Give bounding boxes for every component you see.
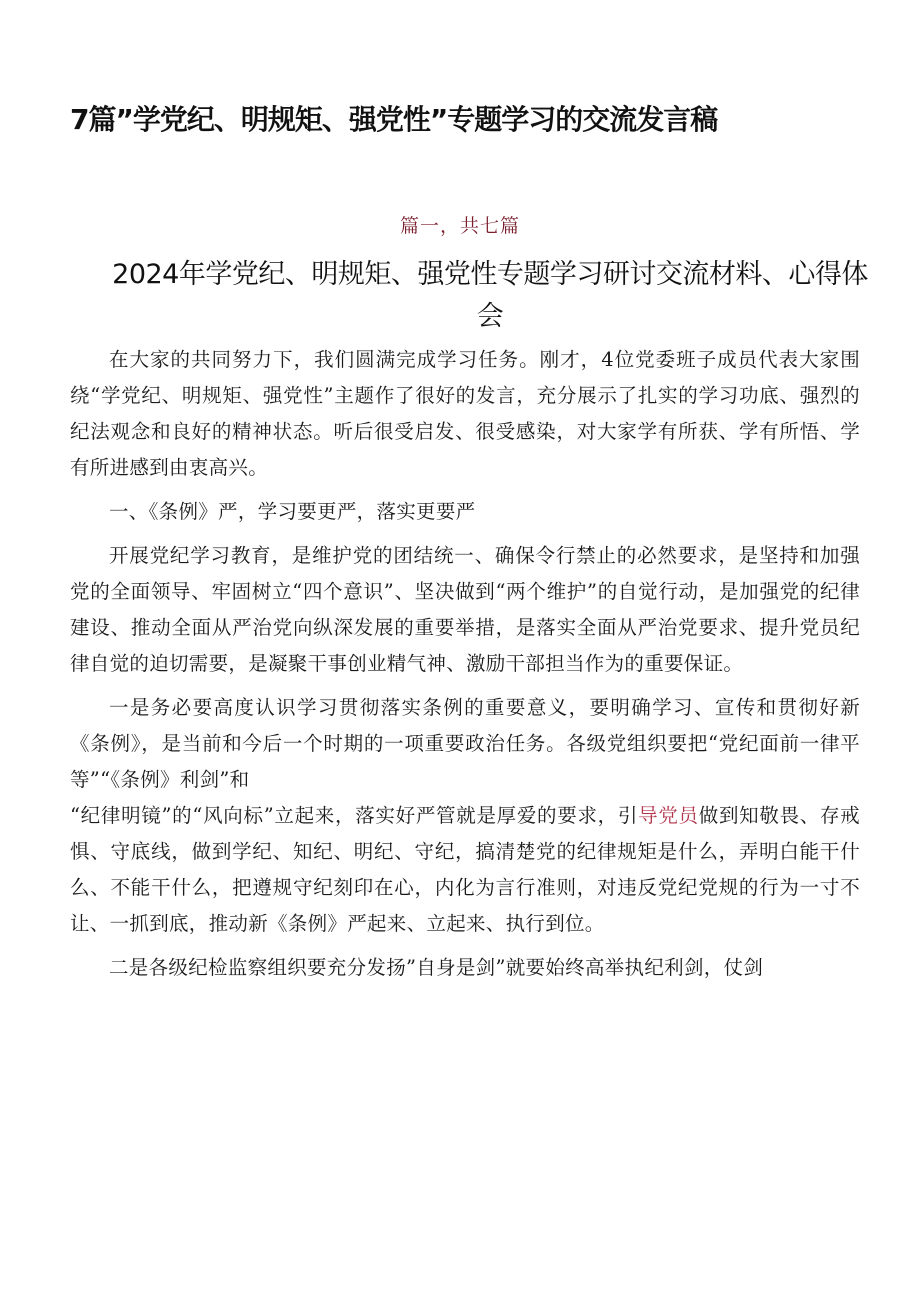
text-segment: 做到知敬畏、存戒惧、守底线，做到学纪、知纪、明纪、守纪，搞清楚党的纪律规矩是什么，弄明白能干什么、不能干什么，把遵规守纪刻印在心，内化为言行准则，对违反党纪党规的行为一寸不让、一抓到底，推动新《条例》严起来、立起来、执行到位。 [70, 804, 860, 935]
paragraph-intro: 在大家的共同努力下，我们圆满完成学习任务。刚才，4位党委班子成员代表大家围绕“学党纪、明规矩、强党性”主题作了很好的发言，充分展示了扎实的学习功底、强烈的纪法观念和良好的精神状态。听后很受启发、很受感染，对大家学有所获、学有所悟、学有所进感到由衷高兴。 [70, 348, 860, 479]
paragraph-point-1: 一是务必要高度认识学习贯彻落实条例的重要意义，要明确学习、宣传和贯彻好新《条例》，是当前和今后一个时期的一项重要政治任务。各级党组织要把“党纪面前一律平等”“《条例》利剑”和 [70, 696, 860, 791]
paragraph-significance: 开展党纪学习教育，是维护党的团结统一、确保令行禁止的必然要求，是坚持和加强党的全面领导、牢固树立“四个意识”、坚决做到“两个维护”的自觉行动，是加强党的纪律建设、推动全面从严治党向纵深发展的重要举措，是落实全面从严治党要求、提升党员纪律自觉的迫切需要，是凝聚干事创业精气神、激励干部担当作为的重要保证。 [70, 544, 860, 675]
paragraph-point-1-continued [70, 798, 860, 942]
text-segment: “纪律明镜”的“风向标”立起来，落实好严管就是厚爱的要求，引 [70, 804, 639, 827]
article-title: 2024年学党纪、明规矩、强党性专题学习研讨交流材料、心得体会 [112, 259, 868, 332]
article-body [70, 342, 860, 986]
paragraph-point-2: 二是各级纪检监察组织要充分发扬”自身是剑”就要始终高举执纪利剑，仗剑 [109, 956, 764, 979]
section-heading-1: 一、《条例》严，学习要更严，落实更要严 [109, 500, 476, 523]
part-label: 篇一，共七篇 [399, 215, 520, 237]
highlighted-text: 导党员 [638, 804, 699, 827]
document-title: 7篇”学党纪、明规矩、强党性”专题学习的交流发言稿 [70, 103, 718, 136]
